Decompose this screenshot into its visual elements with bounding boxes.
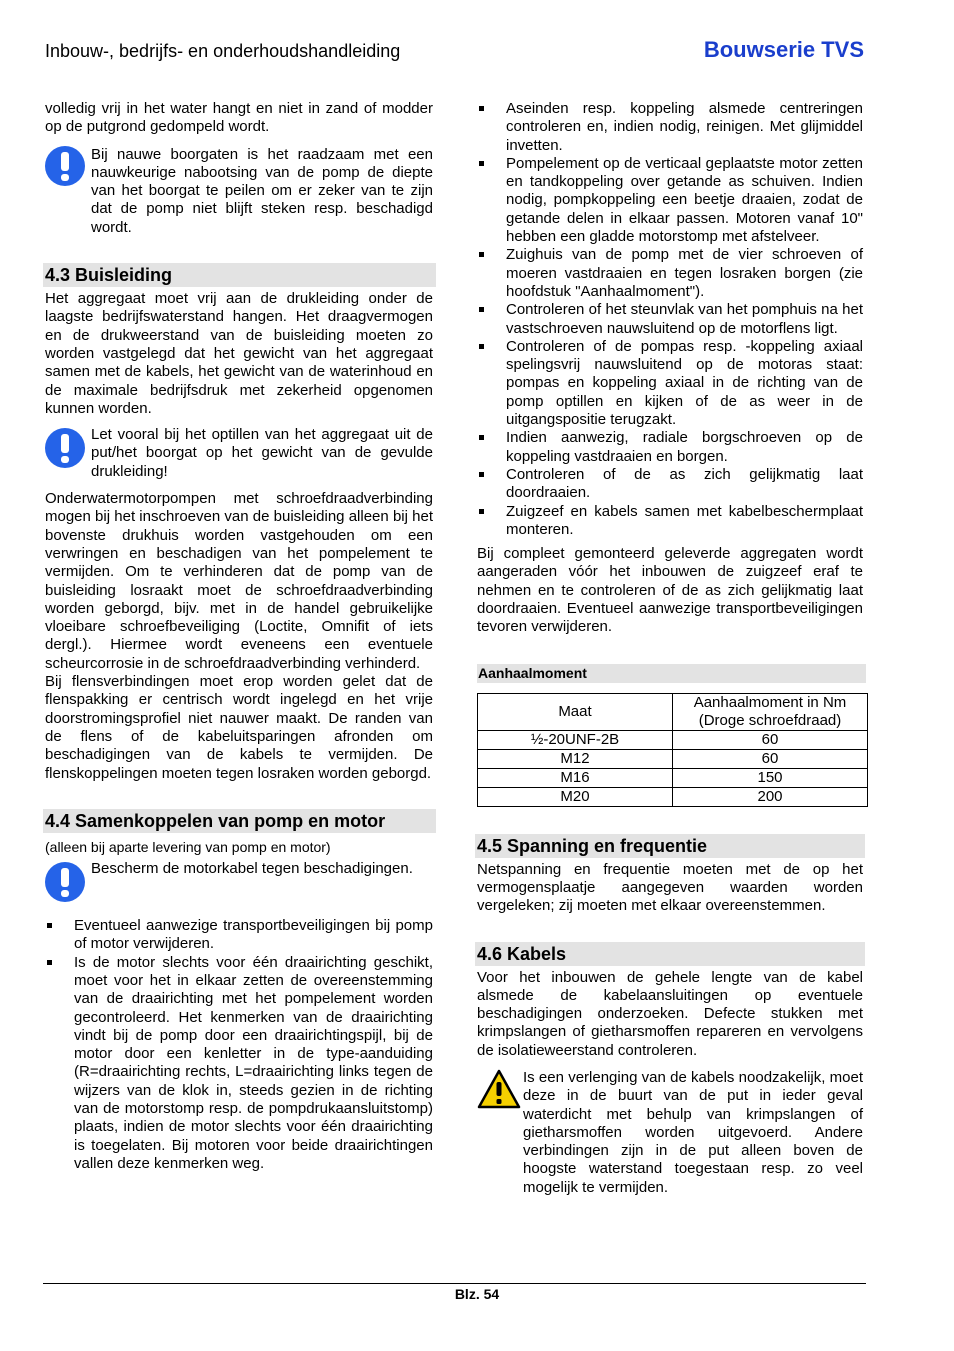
footer-divider — [43, 1283, 866, 1284]
note-text: Let vooral bij het optillen van het aggregaat uit de put/het boorgat op het gewicht van de gevulde drukleiding! — [91, 426, 433, 480]
table-row — [478, 768, 868, 787]
table-row — [478, 749, 868, 768]
table-cell: ½-20UNF-2B — [478, 730, 673, 749]
header-line: Aanhaalmoment in Nm — [693, 693, 847, 711]
list-item: Controleren of de pompas resp. -koppeling axiaal spelingsvrij nauwsluitend op de motoras staat: pompas en koppeling axiaal in de richting van de pomp optillen en kijken of de as weer in de uitgangspositie terugzakt. — [477, 338, 863, 429]
section-subtitle: (alleen bij aparte levering van pomp en motor) — [45, 838, 331, 855]
list-item: Zuigzeef en kabels samen met kabelbeschermplaat monteren. — [477, 503, 863, 540]
torque-table — [477, 693, 868, 807]
section-title-4-3: 4.3 Buisleiding — [43, 263, 436, 287]
note-text: Bij nauwe boorgaten is het raadzaam met een nauwkeurige nabootsing van de pomp de diepte van het boorgat te peilen om er zeker van te zijn dat de pomp niet blijft steken resp. beschadigd wordt. — [91, 145, 433, 236]
paragraph: Bij compleet gemonteerd geleverde aggregaten wordt aangeraden vóór het inbouwen de zuigzeef eraf te nehmen en te controleren of de as zich gelijkmatig laat doordraaien. Eventueel aanwezige transportbeveiligingen tevoren verwijderen. — [477, 545, 863, 636]
table-cell: M16 — [478, 768, 673, 787]
list-item: Controleren of de as zich gelijkmatig laat doordraaien. — [477, 466, 863, 503]
list-item: Pompelement op de verticaal geplaatste motor zetten en tandkoppeling over getande as schuiven. Indien nodig, pompkoppeling een beetje draaien, zodat de getande delen in elkaar passen. Motoren vanaf 10" hebben een gladde motorstomp met afstelveer. — [477, 155, 863, 246]
exclamation-icon — [45, 862, 85, 902]
note-motor-cable — [45, 860, 433, 902]
warning-triangle-icon — [477, 1069, 521, 1109]
header-series: Bouwserie TVS — [703, 37, 864, 62]
list-item: Zuighuis van de pomp met de vier schroeven of moeren vastdraaien en tegen losraken borgen (zie hoofdstuk "Aanhaalmoment"). — [477, 246, 863, 301]
section-title-4-6: 4.6 Kabels — [475, 942, 865, 966]
table-cell: 60 — [673, 730, 868, 749]
paragraph: Voor het inbouwen de gehele lengte van de kabel alsmede de kabelaansluitingen op eventuele beschadigingen onderzoeken. Defecte stukken met krimpslangen of gietharsmoffen repareren en vervolgens de isolatieweerstand controleren. — [477, 968, 863, 1059]
note-text: Bescherm de motorkabel tegen beschadigingen. — [91, 860, 413, 878]
table-cell: 60 — [673, 749, 868, 768]
table-cell: M20 — [478, 787, 673, 806]
table-header-size: Maat — [478, 693, 673, 730]
table-cell: M12 — [478, 749, 673, 768]
left-column — [45, 100, 433, 1173]
table-row — [478, 787, 868, 806]
table-row — [478, 730, 868, 749]
note-narrow-borehole — [45, 146, 433, 237]
table-cell: 150 — [673, 768, 868, 787]
paragraph: Netspanning en frequentie moeten met de op het vermogensplaatje aangegeven waarden worden vergeleken; zij moeten met elkaar overeenstemmen. — [477, 860, 863, 915]
page-number: Blz. 54 — [454, 1286, 500, 1302]
intro-paragraph: volledig vrij in het water hangt en niet in zand of modder op de putgrond gedompeld wordt. — [45, 100, 433, 136]
exclamation-icon — [45, 428, 85, 468]
assembly-steps-list — [45, 917, 433, 1173]
list-item: Eventueel aanwezige transportbeveiligingen bij pomp of motor verwijderen. — [45, 917, 433, 954]
table-header-torque — [673, 693, 868, 730]
note-text: Is een verlenging van de kabels noodzakelijk, moet deze in de buurt van de put in ieder geval waterdicht met behulp van krimpslangen of gietharsmoffen worden uitgevoerd. Andere verbindingen zijn in de put alleen boven de hoogste waterstand toegestaan resp. zo veel mogelijk te vermijden. — [523, 1068, 863, 1196]
paragraph: Het aggregaat moet vrij aan de drukleiding onder de laagste bedrijfswaterstand hangen. Het draagvermogen en de drukweerstand van de buisleiding moeten zo worden vastgelegd dat het gewicht van het aggregaat samen met de kabels, het gewicht van de waterinhoud en de maximale bedrijfsdruk met zekerheid opgenomen kunnen worden. — [45, 290, 433, 417]
list-item: Is de motor slechts voor één draairichting geschikt, moet voor het in elkaar zetten de overeenstemming van de draairichting met het pompelement worden gecontroleerd. Het kenmerken van de draairichting vindt bij de pomp door een draairichtingspijl, bij de motor door een kenletter in de type-aanduiding (R=draairichting rechts, L=draairichting links tegen de wijzers van de klok in, steeds gezien in de richting van de motorstomp resp. de pompdrukaansluitstomp) plaats, indien de motor slechts voor één draairichting is toegelaten. Bij motoren voor beide draairichtingen vallen deze kenmerken weg. — [45, 954, 433, 1174]
paragraph: Bij flensverbindingen moet erop worden gelet dat de flenspakking er centrisch wordt ingelegd en het vrije doorstromingsprofiel niet nauwer maakt. De randen van de flens of de kabeluitsparingen afronden om beschadigingen van de kabels te vermijden. De flenskoppelingen moeten tegen losraken worden geborgd. — [45, 673, 433, 782]
paragraph: Onderwatermotorpompen met schroefdraadverbinding mogen bij het inschroeven van de buisleiding alleen bij het bovenste drukhuis worden vastgehouden om een verwringen en beschadigen van het pompelement te vermijden. Om te verhinderen dat de pomp van de buisleiding losraakt moet de schroefdraadverbinding worden geborgd, bijv. met in de handel gebruikelijke vloeibare schroefbeveiliging (Loctite, Omnifit of iets dergl.). Hiermee wordt eveneens een eventuele scheurcorrosie in de schroefdraadverbinding verhinderd. — [45, 490, 433, 672]
table-title: Aanhaalmoment — [477, 664, 866, 683]
table-cell: 200 — [673, 787, 868, 806]
list-item: Controleren of het steunvlak van het pomphuis na het vastschroeven nauwsluitend op de motorflens ligt. — [477, 301, 863, 338]
list-item: Aseinden resp. koppeling alsmede centreringen controleren en, indien nodig, reinigen. Met glijmiddel invetten. — [477, 100, 863, 155]
section-title-4-5: 4.5 Spanning en frequentie — [475, 834, 865, 858]
right-column — [477, 100, 863, 1197]
header-line: (Droge schroefdraad) — [698, 711, 842, 729]
note-lifting — [45, 426, 433, 481]
list-item: Indien aanwezig, radiale borgschroeven op de koppeling vastdraaien en borgen. — [477, 429, 863, 466]
header-title: Inbouw-, bedrijfs- en onderhoudshandleiding — [45, 41, 401, 61]
warning-cable-extension — [477, 1069, 863, 1197]
exclamation-icon — [45, 146, 85, 186]
section-title-4-4: 4.4 Samenkoppelen van pomp en motor — [43, 809, 436, 833]
assembly-steps-list — [477, 100, 863, 539]
